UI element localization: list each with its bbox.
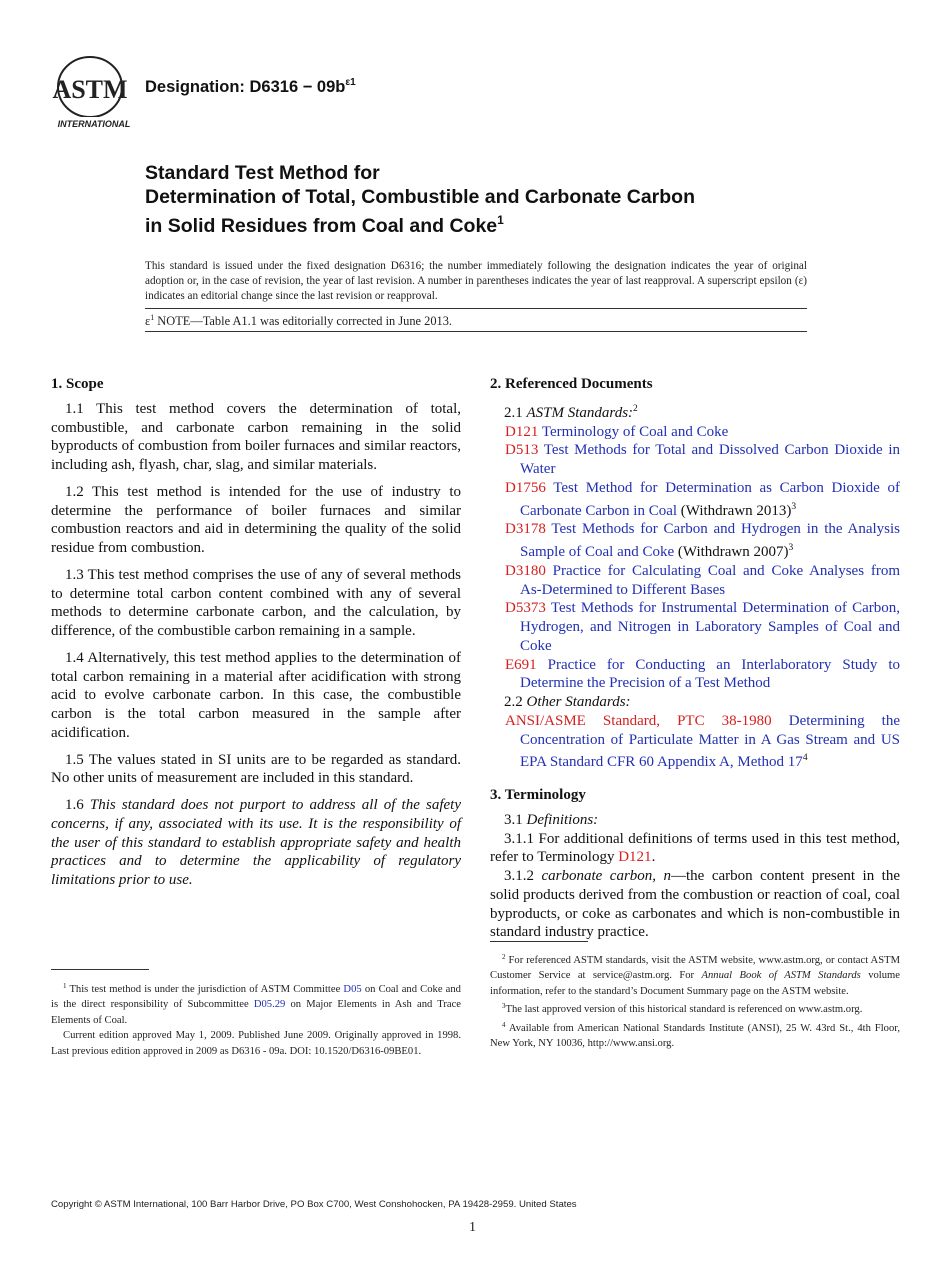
ref-link-d121[interactable]: D121: [505, 423, 539, 440]
ref-link-d121-inline[interactable]: D121: [618, 849, 652, 866]
subheading-definitions: 3.1 Definitions:: [504, 811, 599, 828]
editorial-note: $\varepsilon^1$ NOTE—Table A1.1 was editorially corrected in June 2013.: [145, 313, 453, 328]
ref-link-d1756[interactable]: D1756: [505, 479, 546, 496]
ref-item: D3178 Test Methods for Carbon and Hydrogen in the Analysis Sample of Coal and Coke (Withdrawn 2007)$^3$: [505, 521, 900, 560]
ref-link-ansi-asme[interactable]: ANSI/ASME Standard, PTC 38-1980: [505, 712, 772, 729]
ref-item: D513 Test Methods for Total and Dissolved Carbon Dioxide in Water: [505, 442, 900, 477]
ref-item: D121 Terminology of Coal and Coke: [505, 423, 729, 440]
astm-logo: [50, 55, 136, 133]
paragraph-1-1: 1.1 This test method covers the determination of total, combustible, and carbonate carbon remaining in the solid byproducts of combustion from boiler furnaces and similar reactors, including ash, flyash, char, slag, and similar materials.: [51, 400, 461, 473]
divider: [145, 331, 807, 332]
paragraph-3-1-1: 3.1.1 For additional definitions of terms used in this test method, refer to Terminology D121.: [490, 830, 900, 866]
ref-item: ANSI/ASME Standard, PTC 38-1980 Determining the Concentration of Particulate Matter in A Gas Stream and US EPA Standard CFR 60 Appendix A, Method $17^4$: [505, 712, 901, 771]
footnote-rule: [51, 969, 149, 970]
subcommittee-link-d05-29[interactable]: D05.29: [253, 999, 286, 1011]
committee-link-d05[interactable]: D05: [343, 984, 362, 995]
ref-link-d3178[interactable]: D3178: [505, 521, 546, 538]
designation: Designation: $D6316 - 09b^{\varepsilon 1}$: [145, 77, 356, 96]
section-heading-scope: 1. Scope: [51, 376, 104, 392]
ref-item: D5373 Test Methods for Instrumental Determination of Carbon, Hydrogen, and Nitrogen in Laboratory Samples of Coal and Coke: [505, 600, 900, 654]
left-column: [51, 375, 461, 898]
ref-link-e691[interactable]: E691: [505, 656, 537, 673]
ref-link-d3180[interactable]: D3180: [505, 562, 546, 579]
ref-item: D1756 Test Method for Determination as Carbon Dioxide of Carbonate Carbon in Coal (Withdrawn 2013)$^3$: [505, 479, 900, 519]
footnotes-right: [490, 950, 900, 1051]
ref-item: D3180 Practice for Calculating Coal and Coke Analyses from As-Determined to Different Bases: [505, 562, 900, 598]
logo-subtext: INTERNATIONAL: [57, 119, 131, 129]
footnotes-left: [51, 979, 461, 1059]
section-heading-references: 2. Referenced Documents: [490, 376, 653, 392]
footnote-4: $^4$ Available from American National Standards Institute (ANSI), 25 W. 43rd St., 4th Floor, New York, NY 10036, http://www.ansi.org.: [490, 1020, 900, 1050]
right-column: [490, 375, 900, 950]
section-heading-terminology: 3. Terminology: [490, 787, 586, 803]
paragraph-1-2: 1.2 This test method is intended for the use of industry to determine the performance of boiler furnaces and similar combustion reactors and aid in determining the quality of the solid residue from combustion.: [51, 483, 461, 556]
paragraph-1-4: 1.4 Alternatively, this test method applies to the determination of total carbon remaining in a material after acidification with strong acid to evolve carbonate carbon. In this case, the combustible carbon is the total carbon measured in the sample after acidification.: [51, 649, 461, 741]
footnote-rule: [490, 941, 588, 942]
footnote-1-edition: Current edition approved May 1, 2009. Published June 2009. Originally approved in 1998. Last previous edition approved in 2009 as D6316 - 09a. DOI: 10.1520/D6316-09BE01.: [51, 1030, 461, 1057]
footnote-3: $^3$The last approved version of this historical standard is referenced on www.astm.org.: [502, 1002, 863, 1016]
ref-link-d513[interactable]: D513: [505, 442, 539, 459]
footnote-2: $^2$ For referenced ASTM standards, visit the ASTM website, www.astm.org, or contact ASTM Customer Service at service@astm.org. For Annual Book of ASTM Standards volume information, refer to the standard’s Document Summary page on the ASTM website.: [490, 953, 900, 997]
subheading-other-standards: 2.2 Other Standards:: [504, 694, 631, 710]
logo-letters: ASTM: [52, 75, 128, 104]
paragraph-3-1-2: 3.1.2 carbonate carbon, n—the carbon content present in the solid products derived from the combustion or reaction of coal, coal byproducts, or coke as carbonates and which is non-combustible in standard industry practice.: [490, 868, 900, 941]
ref-item: E691 Practice for Conducting an Interlaboratory Study to Determine the Precision of a Test Method: [505, 656, 900, 692]
issue-note: This standard is issued under the fixed designation D6316; the number immediately following the designation indicates the year of original adoption or, in the case of revision, the year of last revision. A number in parentheses indicates the year of last reapproval. A superscript epsilon (ε) indicates an editorial change since the last revision or reapproval.: [145, 260, 807, 302]
paragraph-1-5: 1.5 The values stated in SI units are to be regarded as standard. No other units of measurement are included in this standard.: [51, 751, 461, 787]
paragraph-1-6: 1.6 This standard does not purport to address all of the safety concerns, if any, associated with its use. It is the responsibility of the user of this standard to establish appropriate safety and health practices and to determine the applicability of regulatory limitations prior to use.: [51, 797, 462, 888]
page-title: Standard Test Method for Determination of Total, Combustible and Carbonate Carbon in Solid Residues from Coal and Coke$^1$: [145, 162, 695, 237]
divider: [145, 308, 807, 309]
footnote-1: $^1$ This test method is under the jurisdiction of ASTM Committee D05 on Coal and Coke and is the direct responsibility of Subcommittee D05.29 on Major Elements in Ash and Trace Elements of Coal.: [51, 982, 461, 1026]
paragraph-1-3: 1.3 This test method comprises the use of any of several methods to determine total carbon content combined with any of several methods to determine carbonate carbon, and the calculation, by difference, of the combustible carbon remaining in a sample.: [51, 566, 461, 639]
page-number: 1: [469, 1220, 476, 1235]
ref-link-d5373[interactable]: D5373: [505, 600, 546, 617]
subheading-astm-standards: 2.1 ASTM Standards:$^2$: [504, 403, 638, 421]
copyright-notice: Copyright © ASTM International, 100 Barr Harbor Drive, PO Box C700, West Conshohocken, PA 19428-2959. United States: [51, 1199, 577, 1210]
